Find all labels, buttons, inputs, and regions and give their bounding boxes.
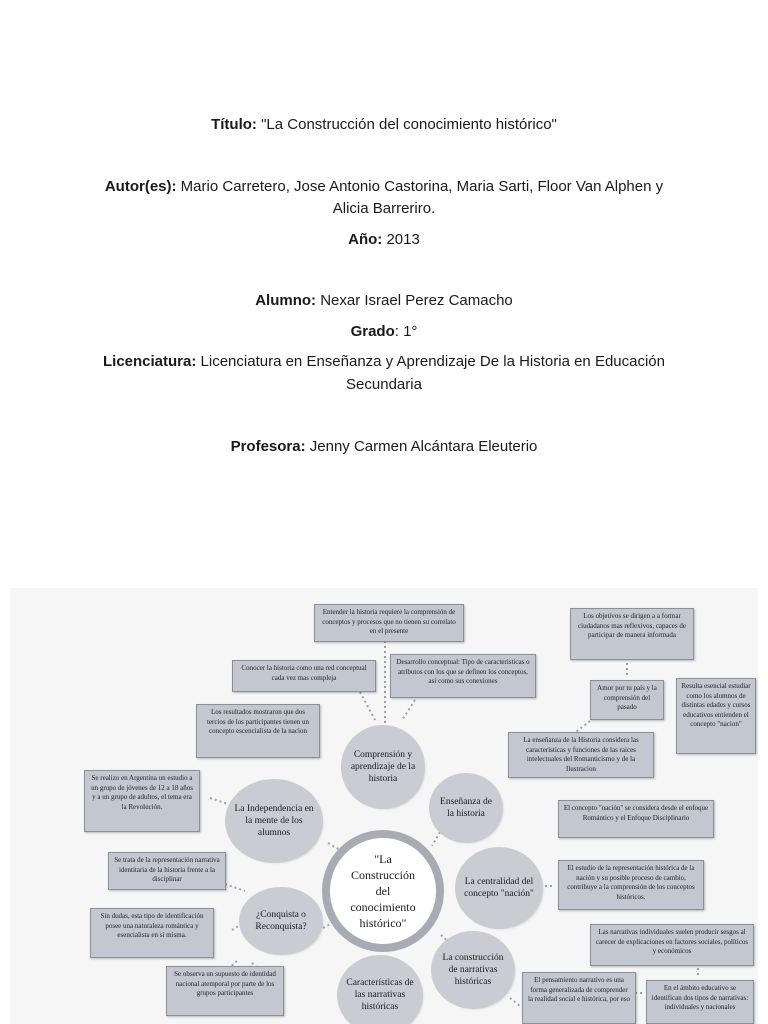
box-desarrollo: Desarrollo conceptual: Tipo de caracteristicas o atributos con los que se definen los conceptos, asi como sus conexiones [390, 654, 536, 698]
box-concepto-nacion: El concepto "nación" se considera desde el enfoque Romántico y el Enfoque Disciplinario [558, 800, 714, 838]
authors-value-2: Alicia Barrerirо. [332, 200, 436, 217]
box-objetivos: Los objetivos se dirigen a a formar ciudadanos mas reflexivos, capaces de participar de manera informada [570, 608, 694, 660]
bubble-conquista: ¿Conquista o Reconquista? [242, 890, 320, 952]
box-estudio: El estudio de la representación histórica de la nación y su posible proceso de cambio, contribuye a la comprensión de los conceptos históricos. [558, 860, 704, 910]
box-amor: Amor por tu país y la comprensión del pasado [590, 680, 664, 720]
box-narrativas-individuales: Las narrativas individuales suelen producir sesgos al carecer de explicaciones en factores sociales, políticos y económicos [590, 924, 754, 966]
authors-label: Autor(es): [104, 178, 177, 195]
box-resulta: Resulta esencial estudiar como los alumnos de distintas edades y cursos educativos entienden el concepto "nacion" [676, 678, 756, 754]
student-line [60, 290, 708, 312]
concept-map [10, 588, 758, 1024]
degree-value-1: Licenciatura en Enseñanza y Aprendizaje De la Historia en Educación [196, 353, 665, 370]
student-label: Alumno: [255, 292, 317, 309]
title-value: "La Construcción del conocimiento histórico" [256, 116, 557, 133]
bubble-construccion: La construcción de narrativas históricas [434, 934, 512, 1006]
title-line [60, 114, 708, 136]
box-conocer: Conocer la historia como una red conceptual cada vez mas compleja [232, 660, 376, 692]
degree-value-2: Secundaria [346, 376, 422, 393]
box-argentina: Se realizo en Argentina un estudio a un grupo de jóvenes de 12 a 18 años y a un grupo de adultos, el tema era la Revolución. [84, 770, 200, 832]
degree-line-1 [60, 351, 708, 373]
degree-line-2 [60, 374, 708, 396]
grade-label: Grado [350, 323, 395, 340]
professor-label: Profesora: [230, 438, 306, 455]
professor-line [60, 436, 708, 458]
box-ambito: En el ámbito educativo se identifican dos tipos de narrativas: individuales y nacionales [646, 980, 754, 1024]
authors-line-1 [60, 176, 708, 198]
grade-value: : 1° [394, 323, 418, 340]
year-label: Año: [348, 231, 383, 248]
bubble-independencia: La Independencia en la mente de los alumnos [228, 782, 320, 860]
bubble-comprension: Comprensión y aprendizaje de la historia [344, 728, 422, 806]
degree-label: Licenciatura: [103, 353, 197, 370]
year-value: 2013 [382, 231, 420, 248]
box-pensamiento: El pensamiento narrativo es una forma generalizada de comprender la realidad social e histórica, por eso [522, 972, 636, 1024]
box-resultados: Los resultados mostraron que dos tercios de los participantes tienen un concepto escencialista de la nacion [196, 704, 320, 758]
box-sin-dudas: Sin dudas, esta tipo de identificación posee una naturaleza romántica y esencialista en sí misma. [90, 908, 214, 958]
professor-value: Jenny Carmen Alcántara Eleuterio [305, 438, 538, 455]
grade-line [60, 321, 708, 343]
bubble-centralidad: La centralidad del concepto "nación" [458, 850, 540, 926]
year-line [60, 229, 708, 251]
box-representacion: Se trata de la representación narrativa identitaria de la historia frente a la disciplinar [108, 852, 226, 890]
title-label: Título: [211, 116, 257, 133]
box-entender: Entender la historia requiere la comprensión de conceptos y procesos que no tienen su correlato en el presente [314, 604, 464, 642]
bubble-ensenanza: Enseñanza de la historia [432, 776, 500, 840]
authors-line-2 [60, 198, 708, 220]
authors-value-1: Mario Carretero, Jose Antonio Castorina, Maria Sarti, Floor Van Alphen y [176, 178, 664, 195]
student-value: Nexar Israel Perez Camacho [316, 292, 513, 309]
bubble-caracteristicas: Características de las narrativas históricas [340, 958, 420, 1024]
box-supuesto: Se observa un supuesto de identidad nacional atemporal por parte de los grupos participantes [166, 966, 284, 1016]
central-concept: "La Construcción del conocimiento histórico" [322, 830, 444, 952]
box-ensenanza-historia: La enseñanza de la Historia considera las caracteristicas y funciones de las raices intelectuales del Romanticismo y de la Ilustracion [508, 732, 654, 778]
